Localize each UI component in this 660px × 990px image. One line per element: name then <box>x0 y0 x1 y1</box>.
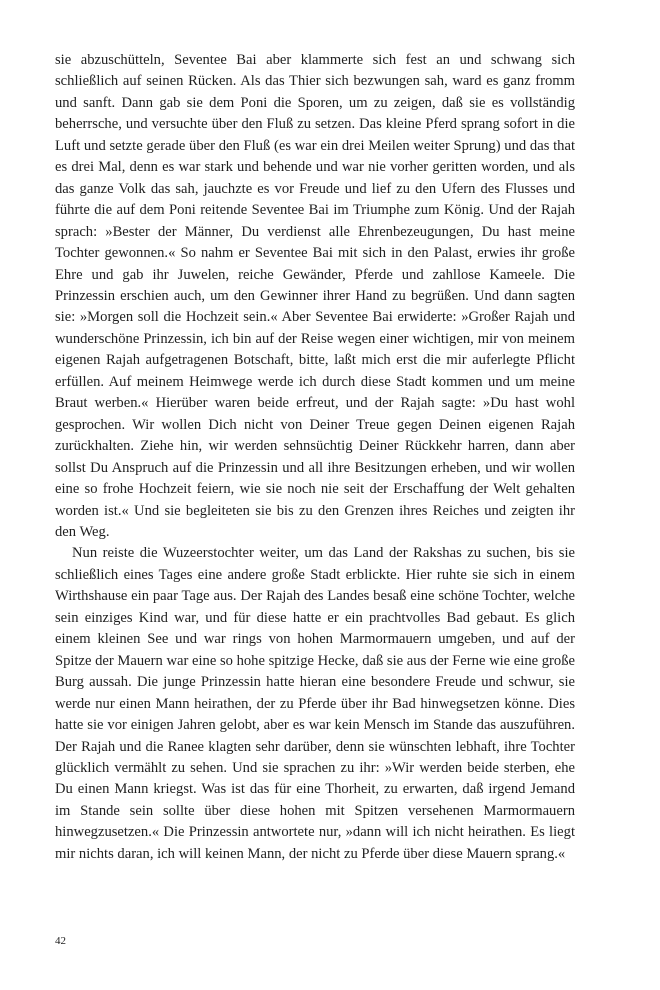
body-text <box>55 50 575 865</box>
page-number: 42 <box>55 935 66 947</box>
paragraph-2: Nun reiste die Wuzeerstochter weiter, um das Land der Rakshas zu suchen, bis sie schließlich eines Tages eine andere große Stadt erblickte. Hier ruhte sie sich in einem Wirthshause ein paar Tage aus. Der Rajah des Landes besaß eine schöne Tochter, welche sein einziges Kind war, und für diese hatte er ein prachtvolles Bad gebaut. Es glich einem kleinen See und war rings von hohen Marmormauern umgeben, und auf der Spitze der Mauern war eine so hohe spitzige Hecke, daß sie aus der Ferne wie eine große Burg aussah. Die junge Prinzessin hatte hieran eine besondere Freude und schwur, sie werde nur einen Mann heirathen, der zu Pferde über ihr Bad hinwegsetzen könne. Dies hatte sie vor einigen Jahren gelobt, aber es war kein Mensch im Stande das auszuführen. Der Rajah und die Ranee klagten sehr darüber, denn sie wünschten lebhaft, ihre Tochter glücklich vermählt zu sehen. Und sie sprachen zu ihr: »Wir werden beide sterben, ehe Du einen Mann kriegst. Was ist das für eine Thorheit, zu erwarten, daß irgend Jemand im Stande sein sollte über diese hohen mit Spitzen versehenen Marmormauern hinwegzusetzen.« Die Prinzessin antwortete nur, »dann will ich nicht heirathen. Es liegt mir nichts daran, ich will keinen Mann, der nicht zu Pferde über diese Mauern sprang.« <box>55 545 575 862</box>
paragraph-1: sie abzuschütteln, Seventee Bai aber klammerte sich fest an und schwang sich schließlich auf seinen Rücken. Als das Thier sich bezwungen sah, ward es ganz fromm und sanft. Dann gab sie dem Poni die Sporen, um zu zeigen, daß sie es vollständig beherrsche, und versuchte über den Fluß zu setzen. Das kleine Pferd sprang sofort in die Luft und setzte gerade über den Fluß (es war ein drei Meilen weiter Sprung) und das that es drei Mal, denn es war stark und behende und war nie vorher geritten worden, und als das ganze Volk das sah, jauchzte es vor Freude und lief zu den Ufern des Flusses und führte die auf dem Poni reitende Seventee Bai im Triumphe zum König. Und der Rajah sprach: »Bester der Männer, Du verdienst alle Ehrenbezeugungen, Du hast meine Tochter gewonnen.« So nahm er Seventee Bai mit sich in den Palast, erwies ihr große Ehre und gab ihr Juwelen, reiche Gewänder, Pferde und zahllose Kameele. Die Prinzessin erschien auch, um den Gewinner ihrer Hand zu begrüßen. Und dann sagten sie: »Morgen soll die Hochzeit sein.« Aber Seventee Bai erwiderte: »Großer Rajah und wunderschöne Prinzessin, ich bin auf der Reise wegen einer wichtigen, mir von meinem eigenen Rajah aufgetragenen Botschaft, bitte, laßt mich erst die mir auferlegte Pflicht erfüllen. Auf meinem Heimwege werde ich durch diese Stadt kommen und um meine Braut werben.« Hierüber waren beide erfreut, und der Rajah sagte: »Du hast wohl gesprochen. Wir wollen Dich nicht von Deiner Treue gegen Deinen eigenen Rajah zurückhalten. Ziehe hin, wir werden sehnsüchtig Deiner Rückkehr harren, dann aber sollst Du Anspruch auf die Prinzessin und all ihre Besitzungen erheben, und wir wollen eine so frohe Hochzeit feiern, wie sie noch nie seit der Erschaffung der Welt gehalten worden ist.« Und sie begleiteten sie bis zu den Grenzen ihres Reiches und zeigten ihr den Weg. <box>55 52 575 540</box>
